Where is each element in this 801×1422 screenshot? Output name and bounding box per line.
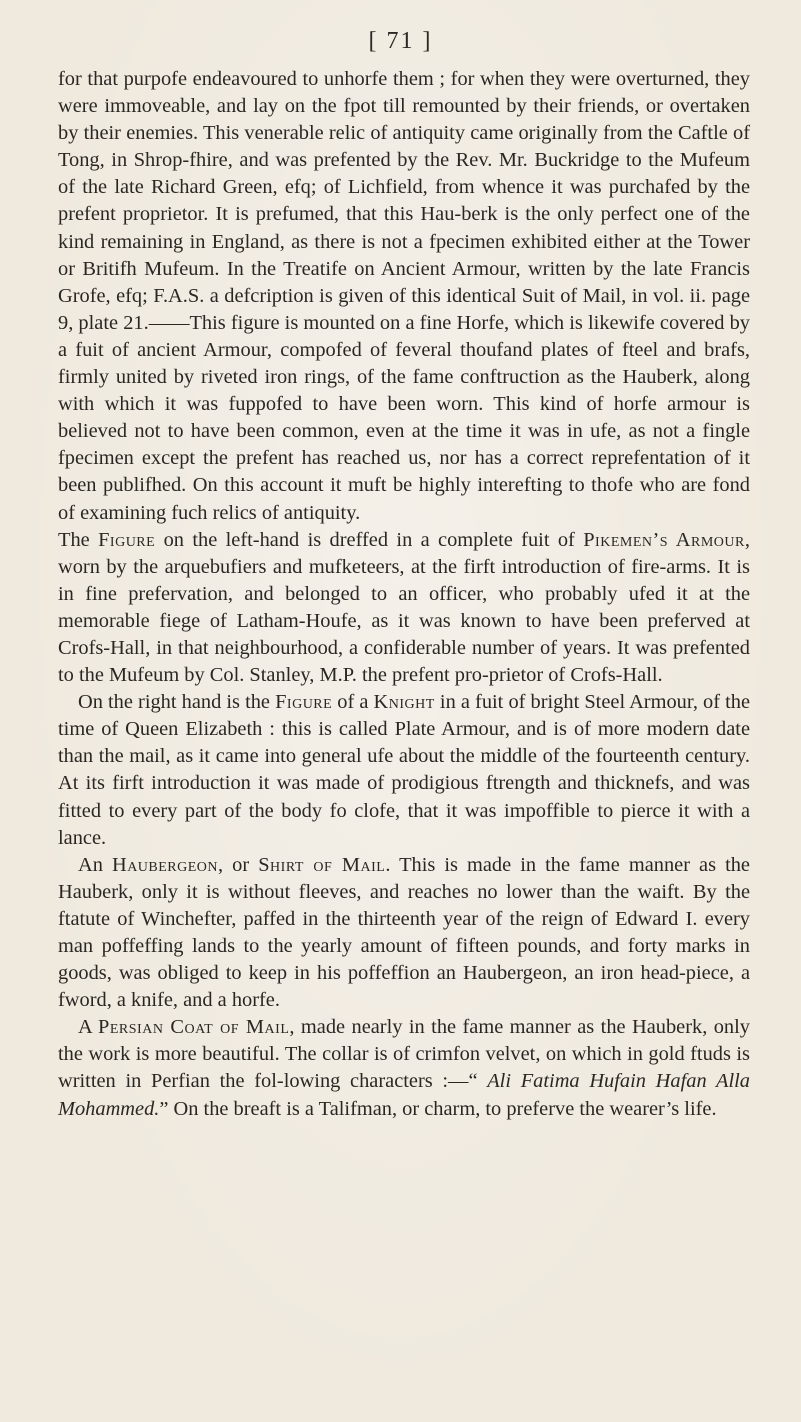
- text-run: A: [78, 1016, 99, 1039]
- page-number-header: [ 71 ]: [368, 28, 433, 54]
- small-caps-term: Figure: [275, 691, 333, 714]
- text-run: ” On the breaft is a Talifman, or charm, to preferve the wearer’s life.: [159, 1097, 717, 1120]
- text-run: The: [58, 528, 99, 551]
- text-run: for that purpofe endeavoured to unhorfe them ; for when they were overturned, they were immoveable, and lay on the fpot till remounted by their friends, or overtaken by their enemies. This venerable relic of antiquity came originally from the Caftle of Tong, in Shrop-fhire, and was prefented by the Rev. Mr. Buckridge to the Mufeum of the late Richard Green, efq; of Lichfield, from whence it was purchafed by the prefent proprietor. It is prefumed, that this Hau-berk is the only perfect one of the kind remaining in England, as there is not a fpecimen exhibited either at the Tower or Britifh Mufeum. In the Treatife on Ancient Armour, written by the late Francis Grofe, efq; F.A.S. a defcription is given of this identical Suit of Mail, in vol. ii. page 9, plate 21.——This figure is mounted on a fine Horfe, which is likewife covered by a fuit of ancient Armour, compofed of feveral thoufand plates of fteel and brafs, firmly united by riveted iron rings, of the fame conftruction as the Hauberk, along with which it was fuppofed to have been worn. This kind of horfe armour is believed not to have been common, even at the time it was in ufe, as not a fingle fpecimen except the prefent has reached us, nor has a correct reprefentation of it been publifhed. On this account it muft be highly interefting to thofe who are fond of examining fuch relics of antiquity.: [58, 68, 750, 524]
- italic-inscription: Ali Fatima Hufain Hafan Alla Mohammed.: [58, 1070, 750, 1120]
- small-caps-term: Shirt of Mail: [258, 853, 386, 876]
- paragraph-persian-coat: [58, 1014, 750, 1122]
- text-run: , made nearly in the fame manner as the Hauberk, only the work is more beautiful. The collar is of crimfon velvet, on which in gold ftuds is written in Perfian the fol-lowing characters :—“: [58, 1016, 750, 1093]
- paragraph-knight-armour: [58, 689, 750, 852]
- paragraph-hauberk: [58, 66, 750, 527]
- text-run: , worn by the arquebufiers and mufketeers, at the firft introduction of fire-arms. It is in fine prefervation, and belonged to an officer, who probably ufed it at the memorable fiege of Latham-Houfe, as it was known to have been preferved at Crofs-Hall, in that neighbourhood, a confiderable number of years. It was prefented to the Mufeum by Col. Stanley, M.P. the prefent pro-prietor of Crofs-Hall.: [58, 528, 750, 687]
- small-caps-term: Knight: [373, 691, 435, 714]
- text-run: . This is made in the fame manner as the Hauberk, only it is without fleeves, and reaches no lower than the waift. By the ftatute of Winchefter, paffed in the thirteenth year of the reign of Edward I. every man poffeffing lands to the yearly amount of fifteen pounds, and forty marks in goods, was obliged to keep in his poffeffion an Haubergeon, an iron head-piece, a fword, a knife, and a horfe.: [58, 853, 750, 1012]
- small-caps-term: Persian Coat of Mail: [98, 1016, 290, 1039]
- small-caps-term: Figure: [98, 528, 156, 551]
- paragraph-pikemen-armour: [58, 527, 750, 690]
- text-run: On the right hand is the: [78, 691, 276, 714]
- text-run: An: [78, 853, 112, 876]
- text-run: in a fuit of bright Steel Armour, of the time of Queen Elizabeth : this is called Plate Armour, and is of more modern date than the mail, as it came into general ufe about the middle of the fourteenth century. At its firft introduction it was made of prodigious ftrength and thicknefs, and was fitted to every part of the body fo clofe, that it was impoffible to pierce it with a lance.: [58, 691, 751, 849]
- small-caps-term: Pikemen’s Armour: [583, 528, 745, 551]
- text-run: on the left-hand is dreffed in a complete fuit of: [155, 528, 584, 551]
- text-run: , or: [218, 853, 259, 876]
- small-caps-term: Haubergeon: [111, 853, 219, 876]
- body-text: [58, 66, 750, 1123]
- text-run: of a: [332, 691, 374, 714]
- paragraph-haubergeon: [58, 852, 750, 1015]
